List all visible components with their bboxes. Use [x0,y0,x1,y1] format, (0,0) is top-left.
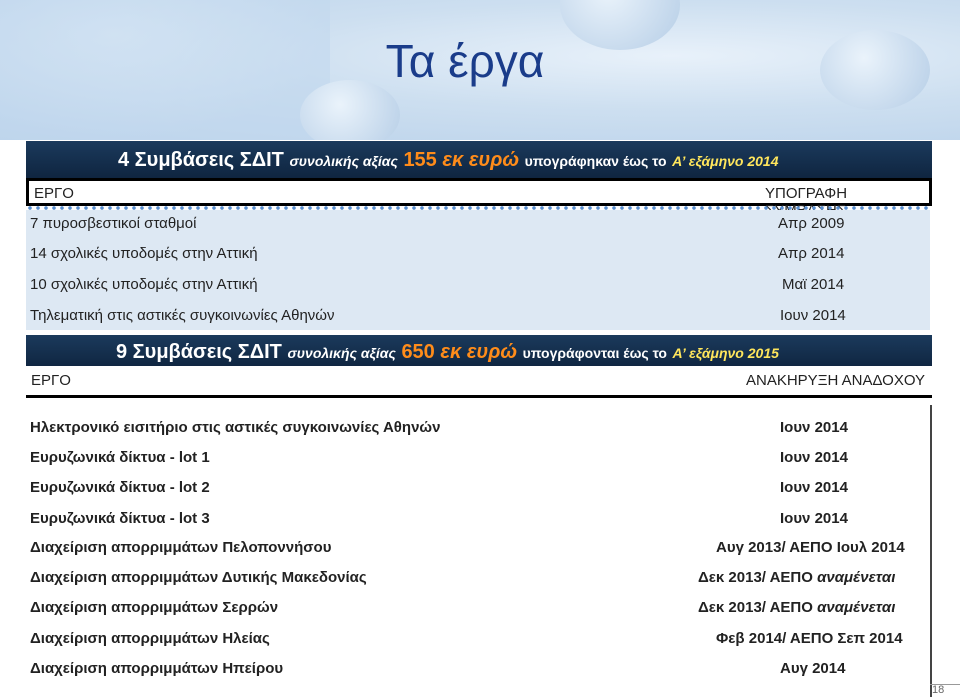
row-project: Ευρυζωνικά δίκτυα - lot 1 [30,449,210,466]
row-project: Διαχείριση απορριμμάτων Ηλείας [30,630,270,647]
section2-value-label: συνολικής αξίας [287,345,396,361]
row-project: Διαχείριση απορριμμάτων Σερρών [30,599,279,616]
row-date: Αυγ 2013/ ΑΕΠΟ Ιουλ 2014 [716,539,905,556]
row-project: 7 πυροσβεστικοί σταθμοί [30,215,197,232]
section1-lead: 4 Συμβάσεις ΣΔΙΤ [118,149,284,171]
table-row [30,447,930,469]
section2-column-header [26,366,932,398]
section2-period: Α’ εξάμηνο 2015 [672,345,779,361]
section1-currency: εκ ευρώ [442,149,520,171]
section1-banner [26,141,932,178]
row-project: Ευρυζωνικά δίκτυα - lot 3 [30,510,210,527]
table-row [30,658,930,680]
table-row [30,477,930,499]
section2-banner [26,335,932,368]
row-project: Διαχείριση απορριμμάτων Ηπείρου [30,660,284,677]
table-row [30,305,930,327]
section2-lead: 9 Συμβάσεις ΣΔΙΤ [116,341,282,363]
row-date-status: αναμένεται [817,599,896,616]
table-row [30,274,930,296]
row-date: Αυγ 2014 [780,660,846,677]
row-date: Ιουν 2014 [780,419,848,436]
row-project: 10 σχολικές υποδομές στην Αττική [30,276,258,293]
section1-amount: 155 [403,149,437,171]
row-project: Ηλεκτρονικό εισιτήριο στις αστικές συγκοινωνίες Αθηνών [30,419,441,436]
row-date: Μαϊ 2014 [782,276,845,293]
section2-currency: εκ ευρώ [440,341,518,363]
table-row [30,567,930,589]
column-project-header: ΕΡΓΟ [31,372,71,389]
table-row [30,597,930,619]
row-date: Απρ 2014 [778,245,845,262]
row-date: Ιουν 2014 [780,510,848,527]
row-project: 14 σχολικές υποδομές στην Αττική [30,245,258,262]
row-project: Διαχείριση απορριμμάτων Δυτικής Μακεδονίας [30,569,367,586]
table-row [30,628,930,650]
page-number: 18 [932,684,945,696]
table-row [30,537,930,559]
section2-status: υπογράφονται έως το [522,345,667,361]
row-date: Φεβ 2014/ ΑΕΠΟ Σεπ 2014 [716,630,903,647]
table-row [30,508,930,530]
column-signing-header: ΥΠΟΓΡΑΦΗ [765,185,848,202]
table-row [30,243,930,265]
page-title: Τα έργα [385,35,545,87]
table-row [30,417,930,439]
section1-value-label: συνολικής αξίας [289,153,398,169]
row-project: Ευρυζωνικά δίκτυα - lot 2 [30,479,210,496]
section2-amount: 650 [401,341,435,363]
row-date: Απρ 2009 [778,215,845,232]
row-date-status: αναμένεται [817,569,896,586]
row-date: Δεκ 2013/ ΑΕΠΟ [698,569,813,586]
section1-period: Α’ εξάμηνο 2014 [672,153,779,169]
row-date: Ιουν 2014 [780,307,846,324]
section1-column-header [26,178,932,206]
column-project-header: ΕΡΓΟ [34,185,74,202]
row-date: Ιουν 2014 [780,449,848,466]
column-award-header: ΑΝΑΚΗΡΥΞΗ ΑΝΑΔΟΧΟΥ [746,372,926,389]
row-date: Ιουν 2014 [780,479,848,496]
row-date: Δεκ 2013/ ΑΕΠΟ [698,599,813,616]
row-project: Τηλεματική στις αστικές συγκοινωνίες Αθηνών [30,307,335,324]
puzzle-piece-graphic [300,80,400,140]
section1-status: υπογράφηκαν έως το [524,153,667,169]
row-project: Διαχείριση απορριμμάτων Πελοποννήσου [30,539,332,556]
table-right-border [930,405,932,697]
table-row [30,213,930,235]
